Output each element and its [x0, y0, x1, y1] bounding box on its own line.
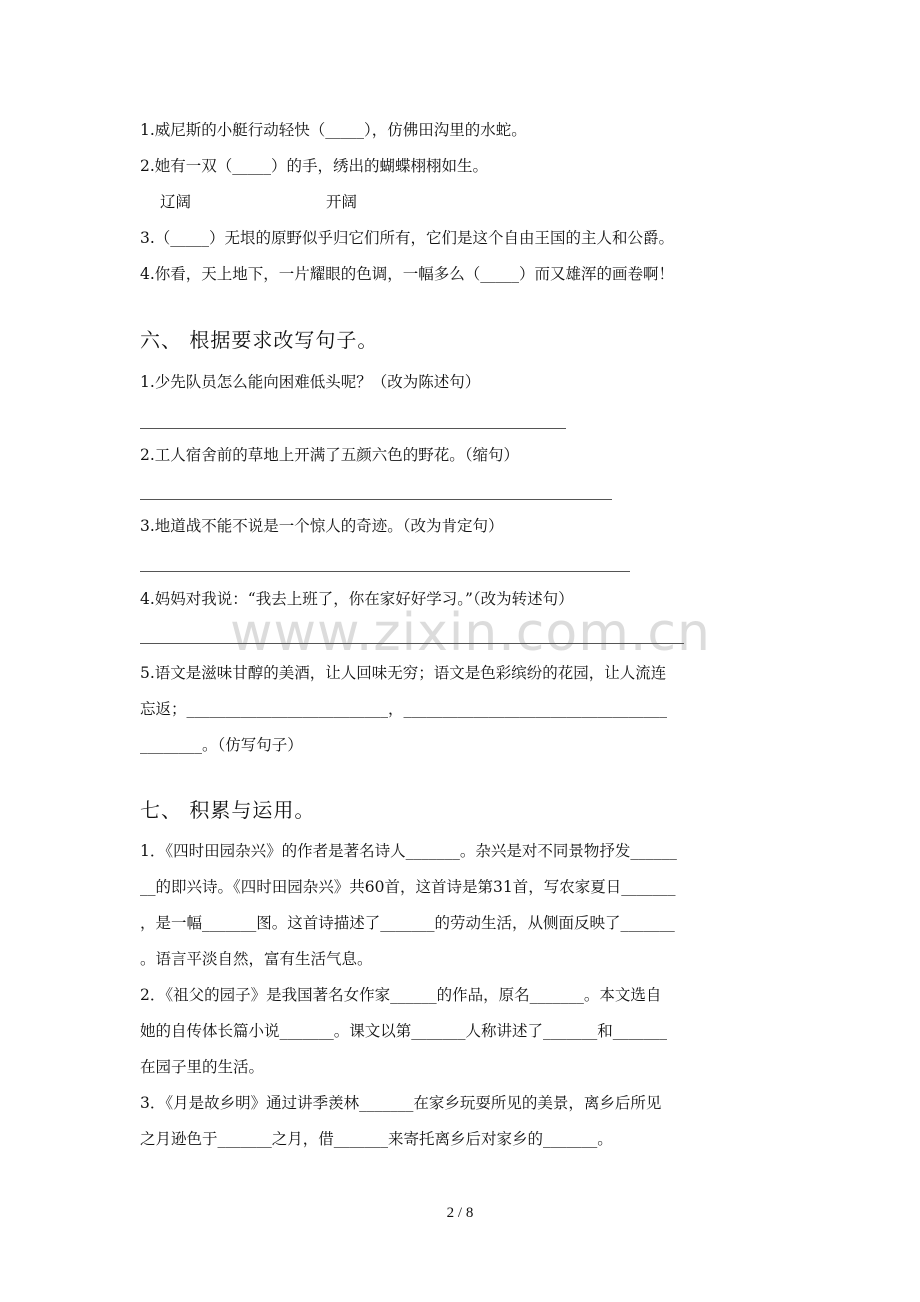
section-7-line: ，是一幅_______图。这首诗描述了_______的劳动生活，从侧面反映了_______: [140, 914, 675, 932]
word-option-a: 辽阔: [160, 193, 192, 211]
question-6-2: 2.工人宿舍前的草地上开满了五颜六色的野花。（缩句）: [140, 446, 520, 464]
question-6-5-line-2: 忘返；__________________________，__________________________________: [140, 700, 668, 718]
answer-line-6-2[interactable]: [140, 499, 612, 500]
answer-line-6-3[interactable]: [140, 571, 630, 572]
section-7-line: 她的自传体长篇小说_______。课文以第_______人称讲述了_______和_______: [140, 1022, 668, 1040]
watermark: www.zixin.com.cn: [230, 603, 711, 663]
section-7-line: 2．《祖父的园子》是我国著名女作家______的作品，原名_______。本文选自: [140, 986, 662, 1004]
answer-line-6-4[interactable]: [140, 643, 684, 644]
section-7-line: 1．《四时田园杂兴》的作者是著名诗人_______。杂兴是对不同景物抒发______: [140, 842, 677, 860]
section-7-line: __的即兴诗。《四时田园杂兴》共60首，这首诗是第31首，写农家夏日_______: [140, 878, 676, 896]
question-6-5-line-3: ________。（仿写句子）: [140, 736, 303, 754]
question-5-2: 2.她有一双（_____）的手，绣出的蝴蝶栩栩如生。: [140, 157, 489, 175]
word-option-b: 开阔: [326, 193, 358, 211]
section-7-line: 。语言平淡自然，富有生活气息。: [140, 950, 373, 968]
section-7-line: 之月逊色于_______之月，借_______来寄托离乡后对家乡的_______。: [140, 1130, 613, 1148]
question-6-5-line-1: 5.语文是滋味甘醇的美酒，让人回味无穷；语文是色彩缤纷的花园，让人流连: [140, 664, 667, 682]
section-7-line: 3．《月是故乡明》通过讲季羡林_______在家乡玩耍所见的美景，离乡后所见: [140, 1094, 662, 1112]
section-7-line: 在园子里的生活。: [140, 1058, 265, 1076]
section-6-heading: 六、 根据要求改写句子。: [140, 328, 379, 352]
page-number: 2 / 8: [446, 1205, 474, 1221]
question-6-1: 1.少先队员怎么能向困难低头呢？（改为陈述句）: [140, 373, 481, 391]
section-7-heading: 七、 积累与运用。: [140, 798, 316, 822]
question-5-3: 3.（_____）无垠的原野似乎归它们所有，它们是这个自由王国的主人和公爵。: [140, 229, 675, 247]
answer-line-6-1[interactable]: [140, 428, 566, 429]
question-5-4: 4.你看，天上地下，一片耀眼的色调，一幅多么（_____）而又雄浑的画卷啊！: [140, 265, 675, 283]
question-5-1: 1.威尼斯的小艇行动轻快（_____），仿佛田沟里的水蛇。: [140, 121, 527, 139]
question-6-4: 4.妈妈对我说：“我去上班了，你在家好好学习。”（改为转述句）: [140, 590, 574, 608]
question-6-3: 3.地道战不能不说是一个惊人的奇迹。（改为肯定句）: [140, 517, 504, 535]
